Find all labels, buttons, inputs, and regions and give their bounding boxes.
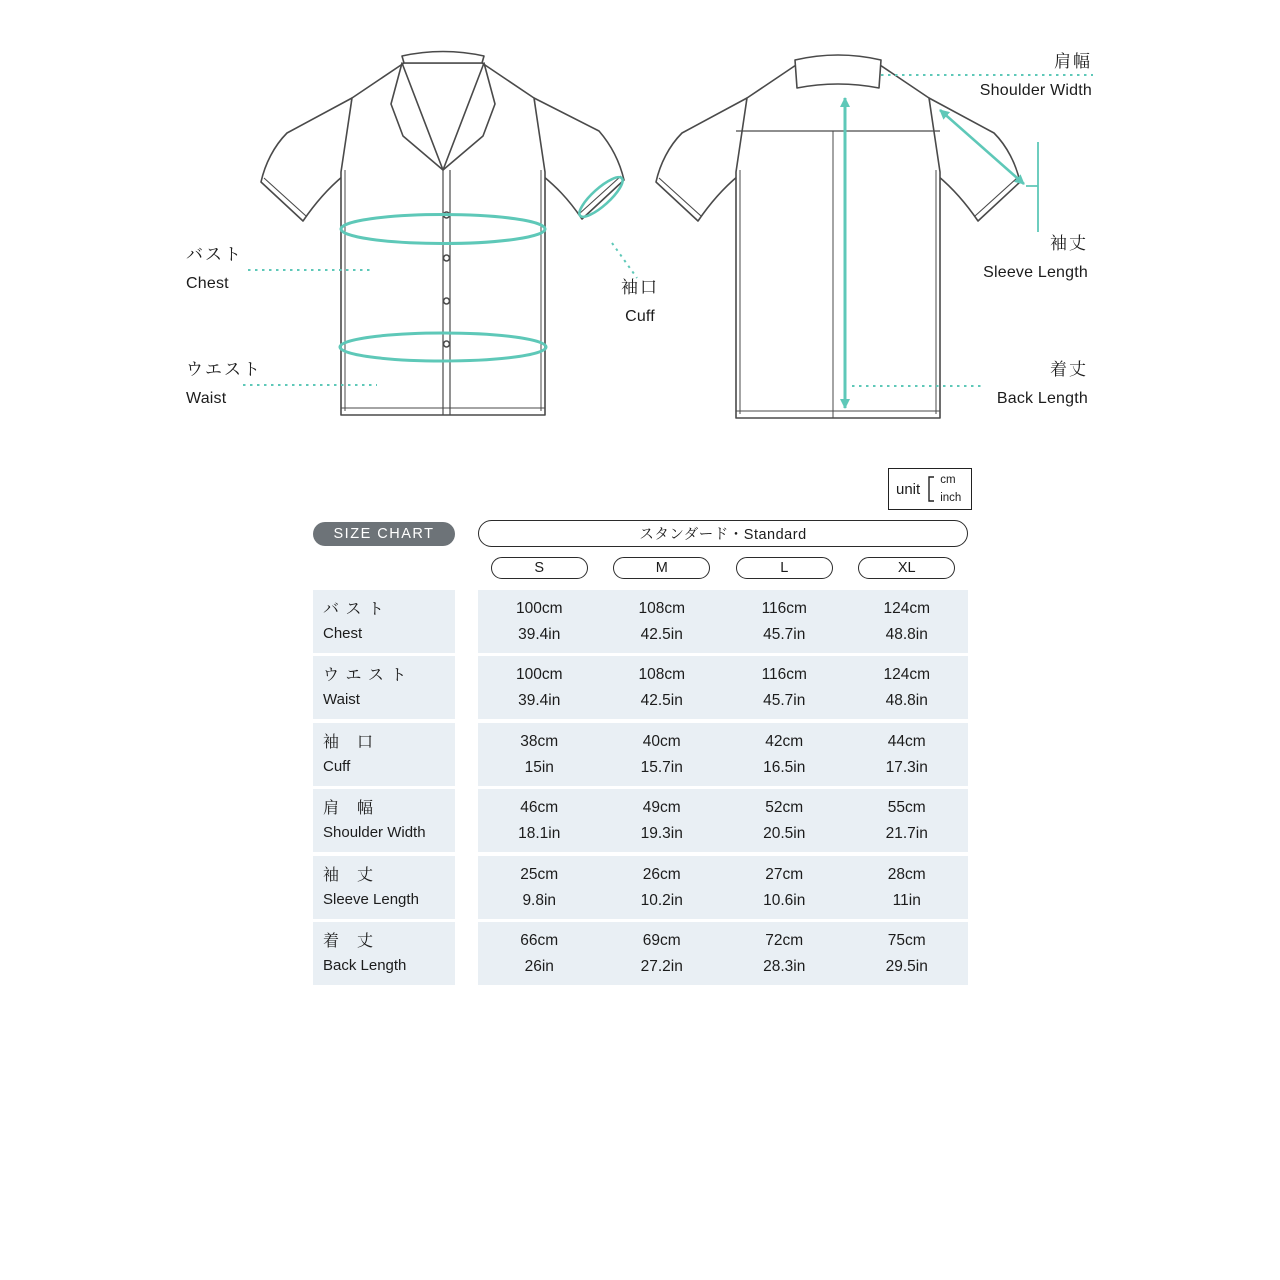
value-cm: 52cm [765,798,804,816]
back-shirt-diagram [656,55,1020,418]
value-cell [723,656,846,719]
value-cell [601,656,724,719]
value-cm: 49cm [642,798,681,816]
size-header-row [478,556,968,579]
row-label [313,723,455,786]
size-pill-s: S [491,557,588,579]
table-row-waist [313,656,968,719]
row-label-ja: 袖 口 [323,734,375,751]
back-length-label-en: Back Length [996,390,1088,407]
value-cm: 116cm [761,665,807,683]
value-in: 29.5in [885,957,928,975]
value-cm: 75cm [887,931,926,949]
size-chart-title: SIZE CHART [313,522,455,546]
value-cm: 40cm [642,732,681,750]
unit-label: unit [896,480,921,498]
value-cm: 55cm [887,798,926,816]
waist-label-en: Waist [186,390,227,407]
row-label-ja: ウ エ ス ト [323,667,408,684]
value-in: 16.5in [763,758,806,776]
value-cell [846,656,969,719]
table-row-cuff [313,723,968,786]
row-label-en: Cuff [323,758,351,775]
value-in: 11in [892,891,921,909]
value-cm: 124cm [883,599,931,617]
value-cell [601,922,724,985]
sleeve-length-label-ja: 袖丈 [1050,234,1088,253]
value-cell [478,723,601,786]
row-label [313,656,455,719]
size-col [723,556,846,579]
value-in: 10.2in [640,891,683,909]
value-cell [723,856,846,919]
value-cm: 38cm [520,732,559,750]
category-header: スタンダード・Standard [478,520,968,547]
value-cell [478,590,601,653]
value-in: 45.7in [763,625,806,643]
value-in: 19.3in [640,824,683,842]
shoulder-width-label-ja: 肩幅 [1054,52,1092,71]
size-col [478,556,601,579]
value-in: 18.1in [518,824,561,842]
value-cell [723,723,846,786]
chest-label [186,243,243,295]
value-in: 15in [524,758,554,776]
waist-label [186,358,262,410]
value-cell [846,723,969,786]
value-in: 20.5in [763,824,806,842]
row-values [478,723,968,786]
value-in: 17.3in [885,758,928,776]
value-cm: 26cm [642,865,681,883]
row-label [313,789,455,852]
value-cell [478,856,601,919]
value-in: 39.4in [518,625,561,643]
row-label-ja: 着 丈 [323,933,375,950]
value-cm: 69cm [642,931,681,949]
value-in: 10.6in [763,891,806,909]
table-row-sleeve-length [313,856,968,919]
value-in: 42.5in [640,691,683,709]
value-cm: 100cm [515,599,563,617]
value-in: 26in [524,957,554,975]
value-in: 9.8in [522,891,557,909]
table-row-chest [313,590,968,653]
row-label-ja: バ ス ト [323,601,385,618]
waist-label-ja: ウエスト [186,360,262,379]
value-cm: 25cm [520,865,559,883]
back-length-label [997,358,1088,410]
row-values [478,590,968,653]
size-pill-m: M [613,557,710,579]
value-cm: 72cm [765,931,804,949]
value-cm: 108cm [638,665,686,683]
value-in: 48.8in [885,625,928,643]
size-col [846,556,969,579]
cuff-label-en: Cuff [625,308,655,325]
row-label-ja: 肩 幅 [323,800,375,817]
cuff-label [598,276,682,328]
value-cell [601,723,724,786]
table-row-back-length [313,922,968,985]
value-cell [846,856,969,919]
row-label [313,590,455,653]
size-pill-xl: XL [858,557,955,579]
row-values [478,922,968,985]
value-cell [846,590,969,653]
value-cell [723,789,846,852]
value-in: 39.4in [518,691,561,709]
shoulder-width-label [980,50,1092,102]
value-in: 42.5in [640,625,683,643]
unit-bracket-icon [925,473,935,505]
value-cm: 66cm [520,931,559,949]
value-cell [601,789,724,852]
row-label [313,922,455,985]
unit-options [940,473,961,505]
unit-cm: cm [940,474,956,486]
value-cell [846,922,969,985]
row-values [478,856,968,919]
shoulder-width-label-en: Shoulder Width [979,82,1092,99]
sleeve-length-bracket [1026,142,1038,232]
unit-box [888,468,972,510]
value-cm: 44cm [887,732,926,750]
chest-label-en: Chest [186,275,229,292]
value-in: 27.2in [640,957,683,975]
value-in: 28.3in [763,957,806,975]
cuff-guide-line [612,243,637,278]
value-in: 15.7in [640,758,683,776]
chest-label-ja: バスト [186,245,243,264]
value-in: 45.7in [763,691,806,709]
value-cm: 27cm [765,865,804,883]
value-cell [478,656,601,719]
row-label [313,856,455,919]
row-label-en: Shoulder Width [323,824,426,841]
row-label-ja: 袖 丈 [323,867,375,884]
row-values [478,789,968,852]
value-cell [601,590,724,653]
value-cell [723,590,846,653]
row-label-en: Chest [323,625,363,642]
value-cm: 28cm [887,865,926,883]
table-row-shoulder-width [313,789,968,852]
value-cell [478,922,601,985]
cuff-label-ja: 袖口 [621,278,659,297]
sleeve-length-label-en: Sleeve Length [983,264,1088,281]
size-pill-l: L [736,557,833,579]
unit-inch: inch [940,492,962,504]
row-label-en: Sleeve Length [323,891,419,908]
row-label-en: Waist [323,691,360,708]
value-cell [478,789,601,852]
value-cm: 116cm [761,599,807,617]
row-label-en: Back Length [323,957,407,974]
row-values [478,656,968,719]
value-cell [601,856,724,919]
value-cell [723,922,846,985]
back-length-label-ja: 着丈 [1050,360,1088,379]
sleeve-length-label [983,232,1088,284]
value-cell [846,789,969,852]
value-cm: 108cm [638,599,686,617]
value-cm: 46cm [520,798,559,816]
value-cm: 100cm [515,665,563,683]
size-col [601,556,724,579]
value-in: 21.7in [885,824,928,842]
value-cm: 124cm [883,665,931,683]
value-in: 48.8in [885,691,928,709]
value-cm: 42cm [765,732,804,750]
